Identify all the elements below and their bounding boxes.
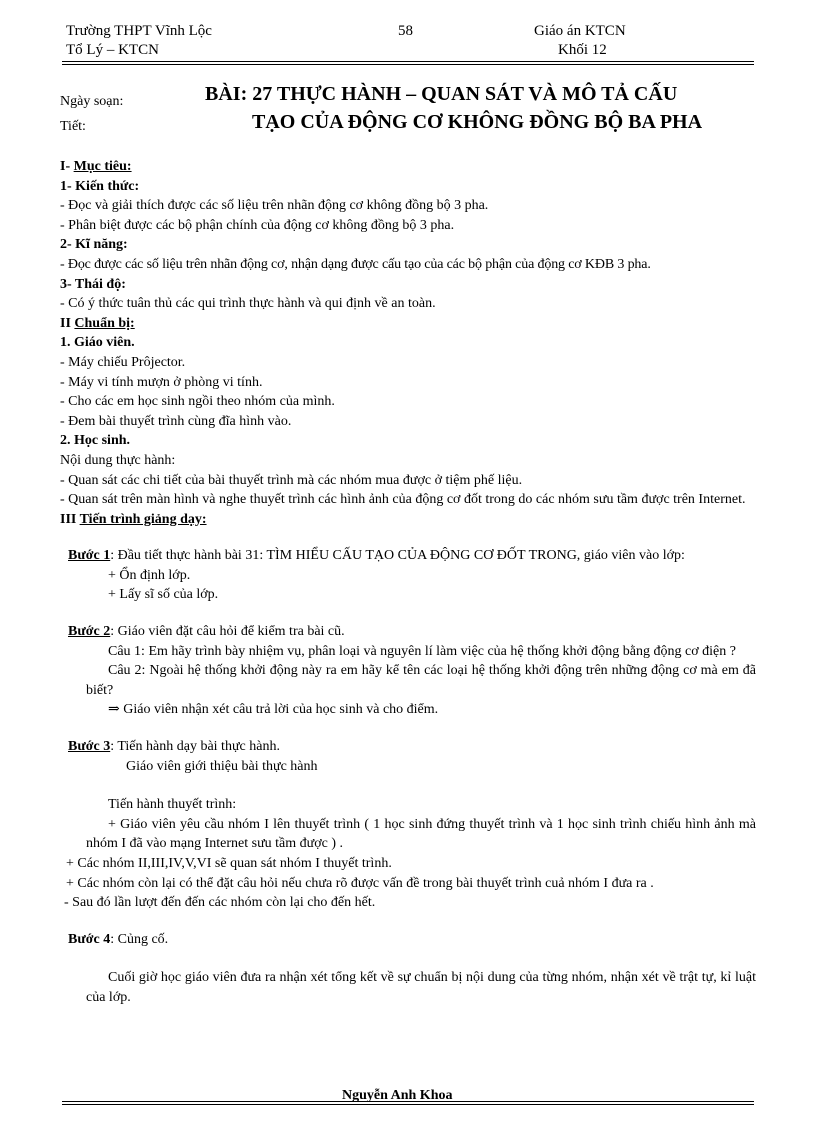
step3-presentation-item-3: + Các nhóm còn lại có thể đặt câu hỏi nếu chưa rõ được vấn đề trong bài thuyết trình cuả nhóm I đưa ra . xyxy=(66,875,654,891)
lesson-body xyxy=(60,157,756,1008)
student-intro: Nội dung thực hành: xyxy=(60,452,176,468)
period-label: Tiết: xyxy=(60,119,86,134)
step3-presentation-heading: Tiến hành thuyết trình: xyxy=(108,797,237,813)
knowledge-item-1: - Đọc và giải thích được các số liệu trên nhãn động cơ không đồng bộ 3 pha. xyxy=(60,198,489,214)
implies-arrow-icon: ⇒ xyxy=(108,702,120,718)
step3-presentation-item-1: + Giáo viên yêu cầu nhóm I lên thuyết trình ( 1 học sinh đứng thuyết trình và 1 học sinh trình chiếu hình ảnh mà nhóm I đã vào mạng Internet sưu tầm được ) . xyxy=(86,816,756,852)
header-divider-2 xyxy=(62,64,754,65)
teacher-item-4: - Đem bài thuyết trình cùng đĩa hình vào. xyxy=(60,413,292,429)
step1-paragraph: Bước 1: Đầu tiết thực hành bài 31: TÌM HIỂU CẤU TẠO CỦA ĐỘNG CƠ ĐỐT TRONG, giáo viên vào lớp: xyxy=(68,548,685,564)
step2-question-1: Câu 1: Em hãy trình bày nhiệm vụ, phân loại và nguyên lí làm việc của hệ thống khởi động bằng động cơ điện ? xyxy=(108,643,736,659)
step2-paragraph: Bước 2: Giáo viên đặt câu hỏi để kiểm tra bài cũ. xyxy=(68,624,345,640)
step3-presentation-item-2: + Các nhóm II,III,IV,V,VI sẽ quan sát nhóm I thuyết trình. xyxy=(66,856,392,871)
step1-item-2: + Lấy sĩ số của lớp. xyxy=(108,587,219,603)
teacher-heading: 1. Giáo viên. xyxy=(60,335,135,351)
lesson-title-line2: TẠO CỦA ĐỘNG CƠ KHÔNG ĐỒNG BỘ BA PHA xyxy=(252,111,703,133)
attitude-item-1: - Có ý thức tuân thủ các qui trình thực hành và qui định về an toàn. xyxy=(60,296,436,312)
header-grade: Khối 12 xyxy=(558,42,607,58)
teacher-item-1: - Máy chiếu Prôjector. xyxy=(60,354,186,370)
header-plan: Giáo án KTCN xyxy=(534,23,626,39)
skills-item-1: - Đọc được các số liệu trên nhãn động cơ, nhận dạng được cấu tạo của các bộ phận của động cơ KĐB 3 pha. xyxy=(60,256,651,272)
section-objectives-heading: I- Mục tiêu: xyxy=(60,159,132,174)
step4-paragraph: Bước 4: Củng cố. xyxy=(68,931,169,947)
step3-paragraph: Bước 3: Tiến hành dạy bài thực hành. xyxy=(68,739,280,755)
header-school: Trường THPT Vĩnh Lộc xyxy=(66,23,212,39)
date-label: Ngày soạn: xyxy=(60,94,124,109)
step2-label: Bước 2 xyxy=(68,624,111,640)
step4-summary: Cuối giờ học giáo viên đưa ra nhận xét tổng kết về sự chuẩn bị nội dung của từng nhóm, nhận xét về trật tự, kỉ luật của lớp. xyxy=(86,970,756,1005)
footer-author: Nguyễn Anh Khoa xyxy=(342,1088,453,1103)
step4-label: Bước 4 xyxy=(68,931,111,947)
header-department: Tổ Lý – KTCN xyxy=(66,42,159,58)
attitude-heading: 3- Thái độ: xyxy=(60,276,126,292)
skills-heading: 2- Kĩ năng: xyxy=(60,237,128,253)
student-heading: 2. Học sinh. xyxy=(60,433,131,449)
step2-conclusion: ⇒ Giáo viên nhận xét câu trả lời của học sinh và cho điểm. xyxy=(108,702,439,718)
footer-divider xyxy=(62,1101,754,1102)
step3-label: Bước 3 xyxy=(68,739,111,755)
header-divider xyxy=(62,61,754,62)
page-number: 58 xyxy=(398,23,413,39)
student-item-1: - Quan sát các chi tiết của bài thuyết trình mà các nhóm mua được ở tiệm phế liệu. xyxy=(60,472,523,488)
step1-item-1: + Ổn định lớp. xyxy=(108,567,191,583)
lesson-title-line1: BÀI: 27 THỰC HÀNH – QUAN SÁT VÀ MÔ TẢ CẤU xyxy=(205,83,678,105)
step1-label: Bước 1 xyxy=(68,548,111,564)
step3-presentation-item-4: - Sau đó lần lượt đến đến các nhóm còn lại cho đến hết. xyxy=(64,895,376,911)
step2-question-2: Câu 2: Ngoài hệ thống khởi động này ra em hãy kể tên các loại hệ thống khởi động trên những động cơ mà em đã biết? xyxy=(86,663,756,698)
step3-intro: Giáo viên giới thiệu bài thực hành xyxy=(126,758,318,774)
teacher-item-3: - Cho các em học sinh ngồi theo nhóm của mình. xyxy=(60,394,335,410)
knowledge-item-2: - Phân biệt được các bộ phận chính của động cơ không đồng bộ 3 pha. xyxy=(60,217,455,233)
teacher-item-2: - Máy vi tính mượn ở phòng vi tính. xyxy=(60,374,263,390)
student-item-2: - Quan sát trên màn hình và nghe thuyết trình các hình ảnh của động cơ đốt trong do các nhóm sưu tầm được trên Internet. xyxy=(60,492,746,508)
section-process-heading: III Tiến trình giảng dạy: xyxy=(60,511,207,527)
footer-divider-2 xyxy=(62,1104,754,1105)
knowledge-heading: 1- Kiến thức: xyxy=(60,178,140,194)
section-preparation-heading: II Chuẩn bị: xyxy=(60,315,135,331)
